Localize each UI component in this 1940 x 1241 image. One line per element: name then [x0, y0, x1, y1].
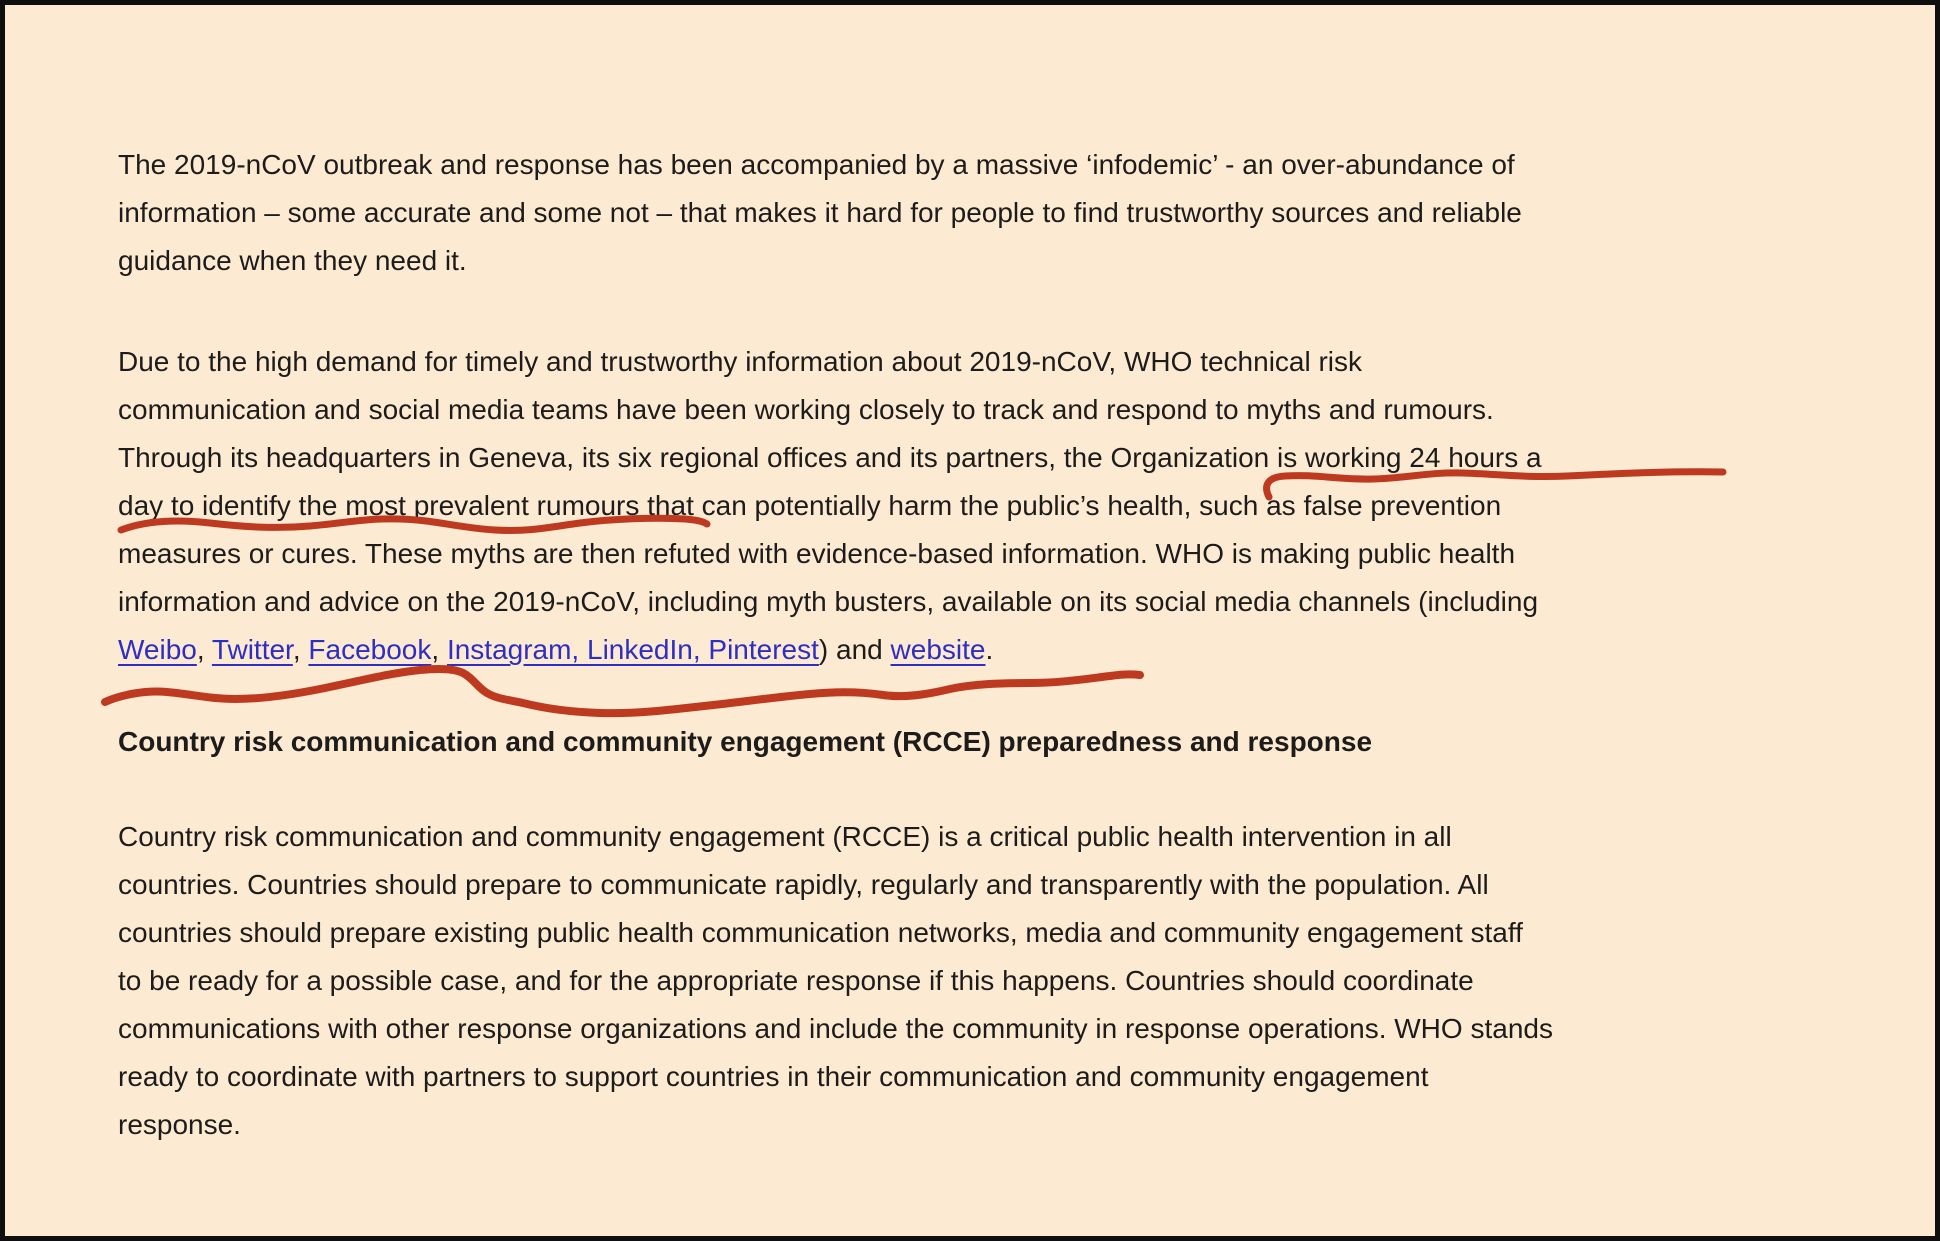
text-line: ready to coordinate with partners to support countries in their communication and community engagement — [118, 1061, 1429, 1092]
text-line: guidance when they need it. — [118, 245, 467, 276]
social-links-line — [118, 626, 1542, 674]
paragraph-infodemic — [118, 141, 1522, 285]
link-separator: , — [196, 634, 212, 665]
text-line: communication and social media teams have been working closely to track and respond to myths and rumours. — [118, 394, 1494, 425]
link-website[interactable]: website — [890, 634, 986, 665]
text-line: information and advice on the 2019-nCoV, including myth busters, available on its social media channels (including — [118, 586, 1539, 617]
red-wavy-underline-links-icon — [105, 669, 1140, 713]
section-heading-block — [118, 718, 1372, 766]
link-facebook[interactable]: Facebook — [308, 634, 432, 665]
link-weibo[interactable]: Weibo — [118, 634, 197, 665]
text-line: Country risk communication and community engagement (RCCE) is a critical public health intervention in all — [118, 821, 1452, 852]
text-line: The 2019-nCoV outbreak and response has been accompanied by a massive ‘infodemic’ - an over-abundance of — [118, 149, 1515, 180]
text-line: information – some accurate and some not – that makes it hard for people to find trustworthy sources and reliable — [118, 197, 1522, 228]
text-line: Due to the high demand for timely and trustworthy information about 2019-nCoV, WHO technical risk — [118, 346, 1363, 377]
link-separator: ) and — [818, 634, 891, 665]
link-instagram-linkedin-pinterest[interactable]: Instagram, LinkedIn, Pinterest — [446, 634, 819, 665]
text-line: to be ready for a possible case, and for the appropriate response if this happens. Countries should coordinate — [118, 965, 1474, 996]
text-line-underlined-organization: Through its headquarters in Geneva, its six regional offices and its partners, the Organization is working 24 hours a — [118, 442, 1542, 473]
text-line: countries should prepare existing public health communication networks, media and community engagement staff — [118, 917, 1523, 948]
link-twitter[interactable]: Twitter — [211, 634, 293, 665]
link-separator: , — [431, 634, 447, 665]
text-line: response. — [118, 1109, 241, 1140]
text-line: communications with other response organizations and include the community in response operations. WHO stands — [118, 1013, 1553, 1044]
paragraph-rcce — [118, 813, 1553, 1149]
sentence-period: . — [985, 634, 994, 665]
text-line: measures or cures. These myths are then refuted with evidence-based information. WHO is making public health — [118, 538, 1516, 569]
text-line-underlined-rumours: day to identify the most prevalent rumours that can potentially harm the public’s health, such as false prevention — [118, 490, 1502, 521]
section-heading: Country risk communication and community engagement (RCCE) preparedness and response — [118, 726, 1373, 757]
text-line: countries. Countries should prepare to communicate rapidly, regularly and transparently with the population. All — [118, 869, 1489, 900]
paragraph-who-response — [118, 338, 1542, 674]
link-separator: , — [292, 634, 309, 665]
